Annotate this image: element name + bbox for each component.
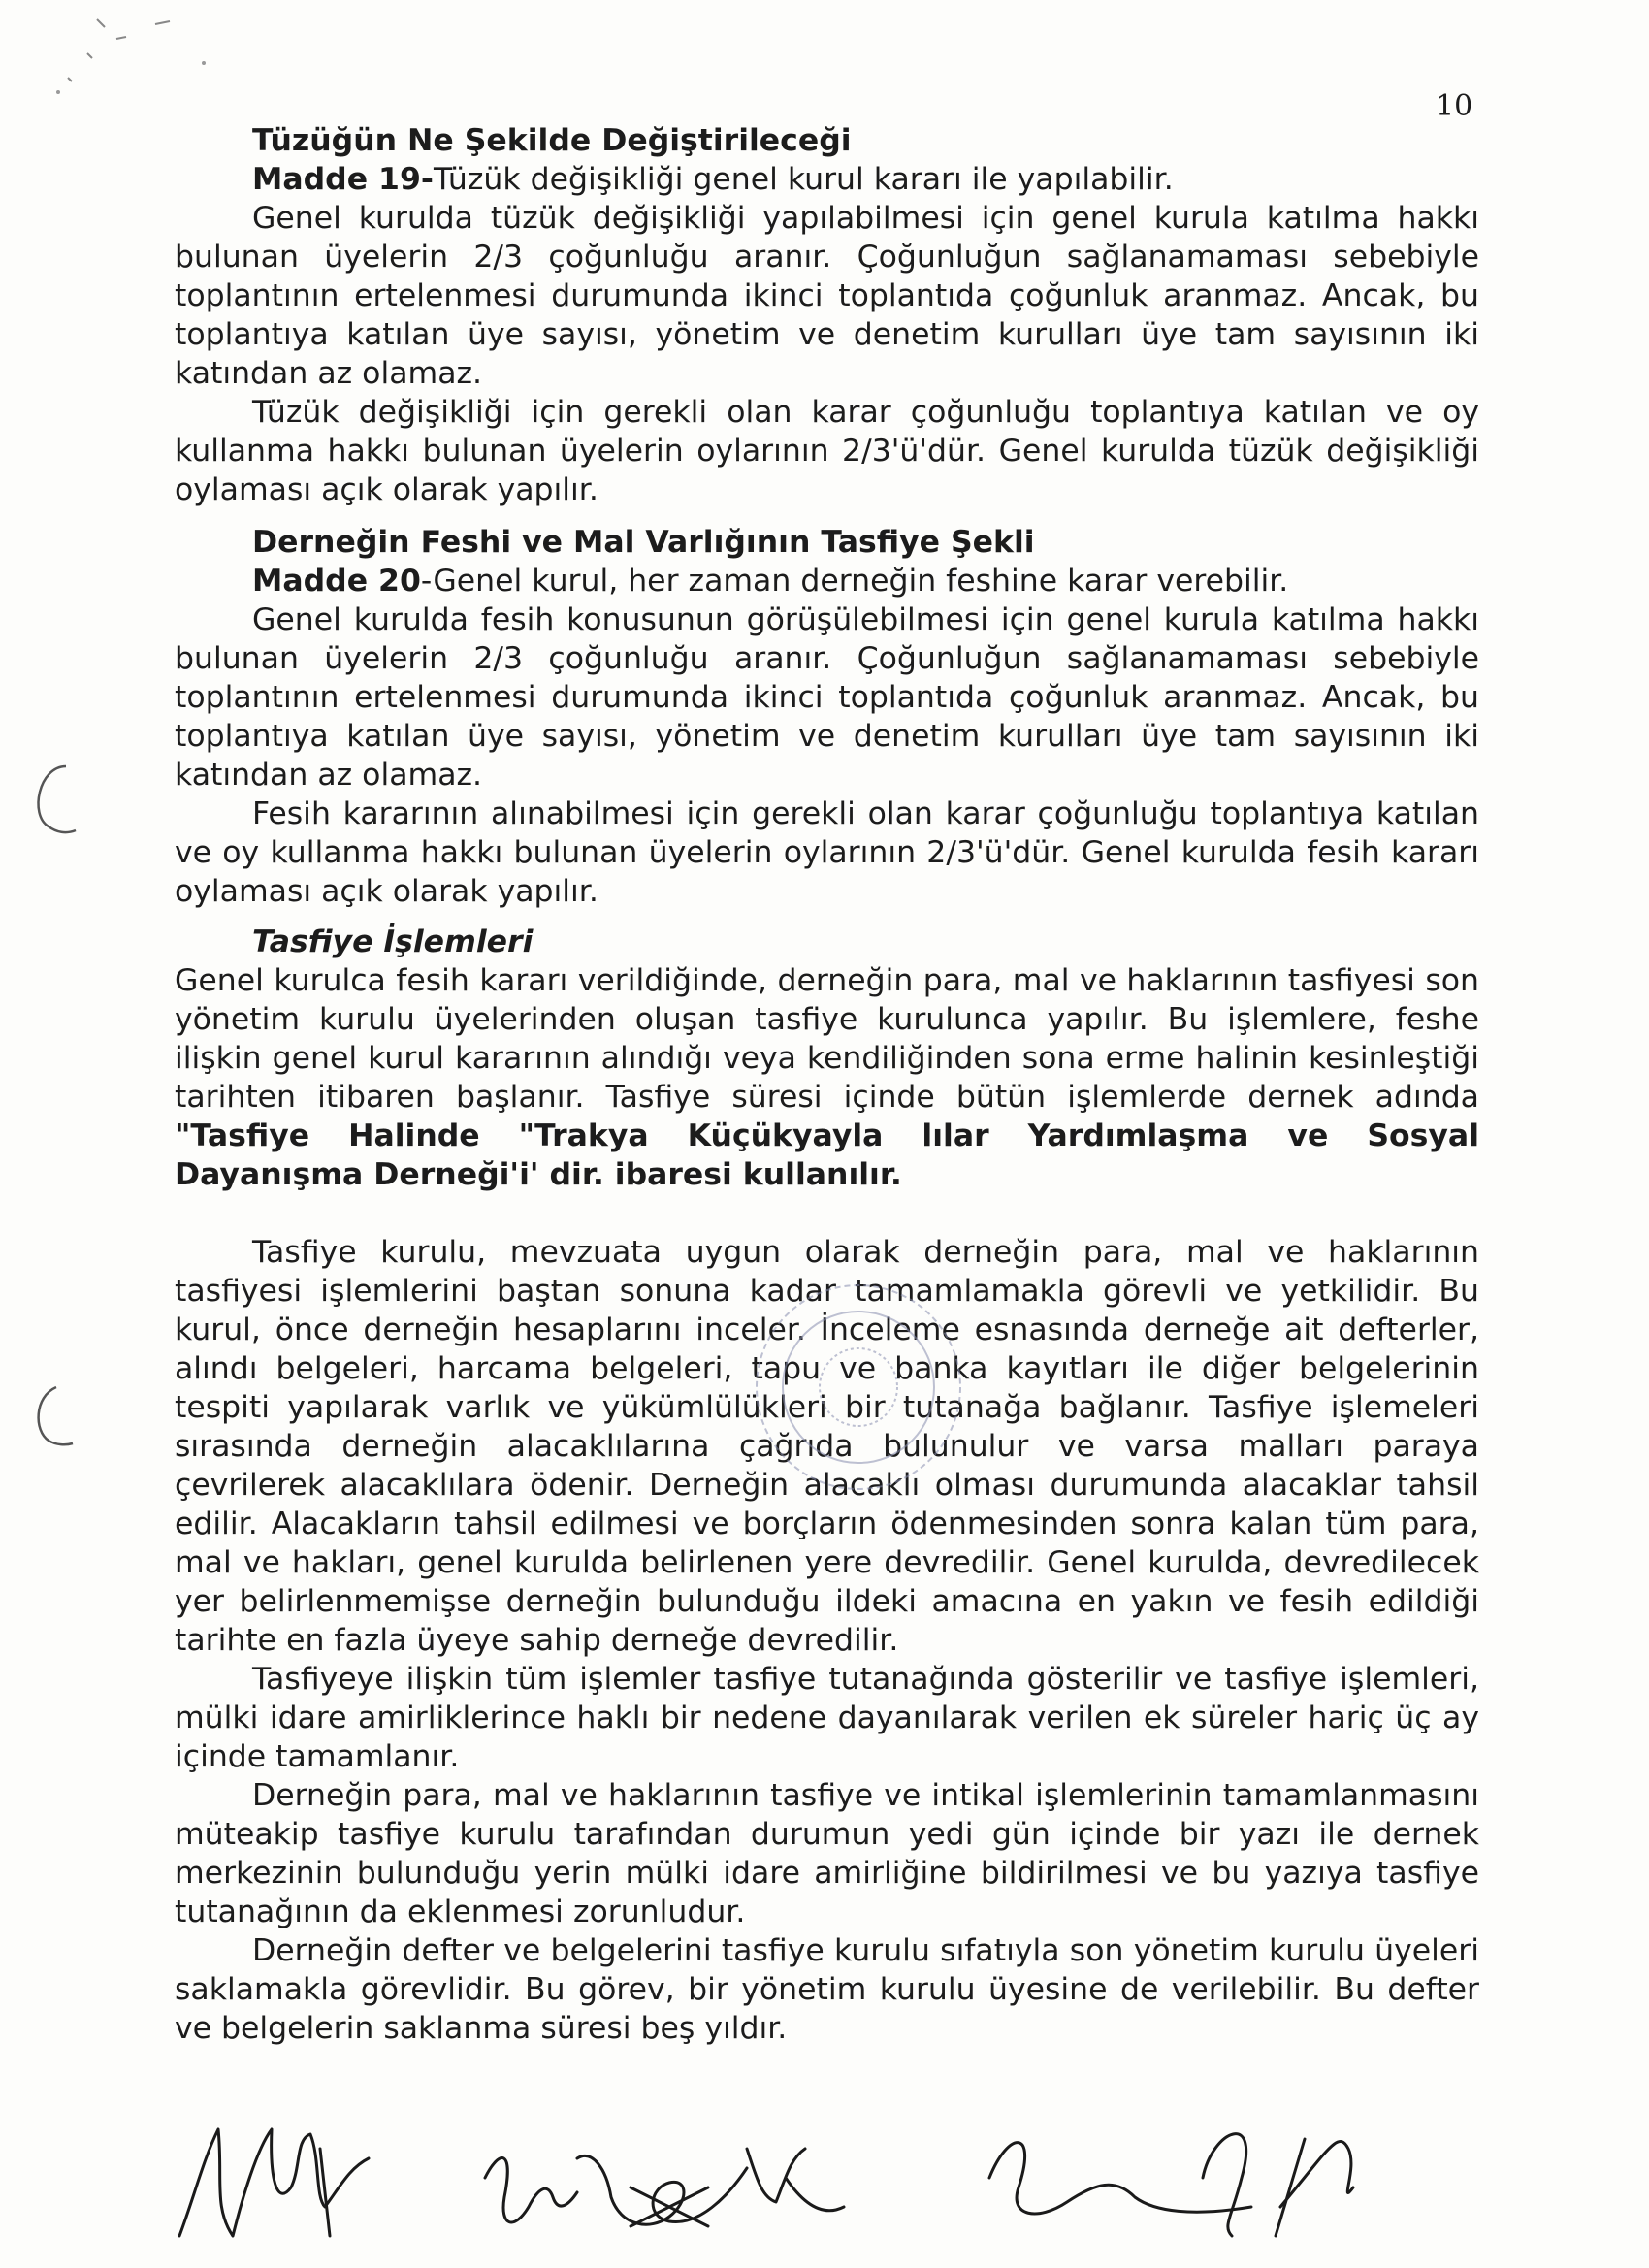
paragraph: Tasfiyeye ilişkin tüm işlemler tasfiye tutanağında gösterilir ve tasfiye işlemleri, mülki idare amirliklerince haklı bir nedene dayanılarak verilen ek süreler hariç üç ay içinde tamamlanır.: [175, 1662, 1479, 1774]
paragraph: Tasfiye kurulu, mevzuata uygun olarak derneğin para, mal ve haklarının tasfiyesi işlemlerini baştan sonuna kadar tamamlamakla görevli ve yetkilidir. Bu kurul, önce derneğin hesaplarını inceler. İnceleme esnasında derneğe ait defterler, alındı belgeleri, harcama belgeleri, tapu ve banka kayıtları ile diğer belgelerinin tespiti yapılarak varlık ve yükümlülükleri bir tutanağa bağlanır. Tasfiye işlemeleri sırasında derneğin alacaklılarına çağrıda bulunulur ve varsa malları paraya çevrilerek alacaklılara ödenir. Derneğin alacaklı olması durumunda alacaklar tahsil edilir. Alacakların tahsil edilmesi ve borçların ödenmesinden sonra kalan tüm para, mal ve hakları, genel kurulda belirlenen yere devredilir. Genel kurulda, devredilecek yer belirlenmemişse derneğin bulunduğu ildeki amacına en yakın ve fesih edildiği tarihte en fazla üyeye sahip derneğe devredilir.: [175, 1235, 1479, 1658]
article-line: [175, 160, 1479, 199]
article-label: Madde 20: [252, 564, 421, 599]
page-number: 10: [1436, 89, 1473, 123]
paragraph: Derneğin defter ve belgelerini tasfiye kurulu sıfatıyla son yönetim kurulu üyeleri saklamakla görevlidir. Bu görev, bir yönetim kurulu üyesine de verilebilir. Bu defter ve belgelerin saklanma süresi beş yıldır.: [175, 1933, 1479, 2046]
paragraph: [175, 961, 1479, 1194]
section-heading: Tüzüğün Ne Şekilde Değiştirileceği: [252, 123, 852, 158]
document-body: [175, 121, 1479, 2048]
paragraph: Tüzük değişikliği için gerekli olan karar çoğunluğu toplantıya katılan ve oy kullanma hakkı bulunan üyelerin oylarının 2/3'ü'dür. Genel kurulda tüzük değişikliği oylaması açık olarak yapılır.: [175, 395, 1479, 507]
article-text: -Genel kurul, her zaman derneğin feshine karar verebilir.: [420, 564, 1289, 599]
stamp: [747, 1242, 970, 1533]
punch-holes: [0, 0, 116, 2268]
paragraph: Genel kurulda fesih konusunun görüşülebilmesi için genel kurula katılma hakkı bulunan üyelerin 2/3 çoğunluğu aranır. Çoğunluğun sağlanamaması sebebiyle toplantının ertelenmesi durumunda ikinci toplantıda çoğunluk aranmaz. Ancak, bu toplantıya katılan üye sayısı, yönetim ve denetim kurulları üye tam sayısının iki katından az olamaz.: [175, 602, 1479, 793]
article-text: Tüzük değişikliği genel kurul kararı ile yapılabilir.: [433, 162, 1174, 197]
paragraph: Derneğin para, mal ve haklarının tasfiye ve intikal işlemlerinin tamamlanmasını müteakip tasfiye kurulu tarafından durumun yedi gün içinde bir yazı ile dernek merkezinin bulunduğu yerin mülki idare amirliğine bildirilmesi ve bu yazıya tasfiye tutanağının da eklenmesi zorunludur.: [175, 1778, 1479, 1929]
article-line: [175, 562, 1479, 600]
section-heading: Tasfiye İşlemleri: [252, 924, 534, 959]
paragraph: Fesih kararının alınabilmesi için gerekli olan karar çoğunluğu toplantıya katılan ve oy kullanma hakkı bulunan üyelerin oylarının 2/3'ü'dür. Genel kurulda fesih kararı oylaması açık olarak yapılır.: [175, 796, 1479, 909]
association-name: "Tasfiye Halinde "Trakya Küçükyayla lılar Yardımlaşma ve Sosyal Dayanışma Derneği'i' dir. ibaresi kullanılır.: [175, 1118, 1479, 1192]
paragraph: Genel kurulda tüzük değişikliği yapılabilmesi için genel kurula katılma hakkı bulunan üyelerin 2/3 çoğunluğu aranır. Çoğunluğun sağlanamaması sebebiyle toplantının ertelenmesi durumunda ikinci toplantıda çoğunluk aranmaz. Ancak, bu toplantıya katılan üye sayısı, yönetim ve denetim kurulları üye tam sayısının iki katından az olamaz.: [175, 201, 1479, 391]
paragraph-text: Genel kurulca fesih kararı verildiğinde, derneğin para, mal ve haklarının tasfiyesi son yönetim kurulu üyelerinden oluşan tasfiye kurulunca yapılır. Bu işlemlere, feshe ilişkin genel kurul kararının alındığı veya kendiliğinden sona erme halinin kesinleştiği tarihten itibaren başlanır. Tasfiye süresi içinde bütün işlemlerde dernek adında: [175, 963, 1479, 1115]
signatures: [165, 2090, 1465, 2255]
section-heading: Derneğin Feshi ve Mal Varlığının Tasfiye Şekli: [252, 525, 1035, 560]
article-label: Madde 19-: [252, 162, 434, 197]
